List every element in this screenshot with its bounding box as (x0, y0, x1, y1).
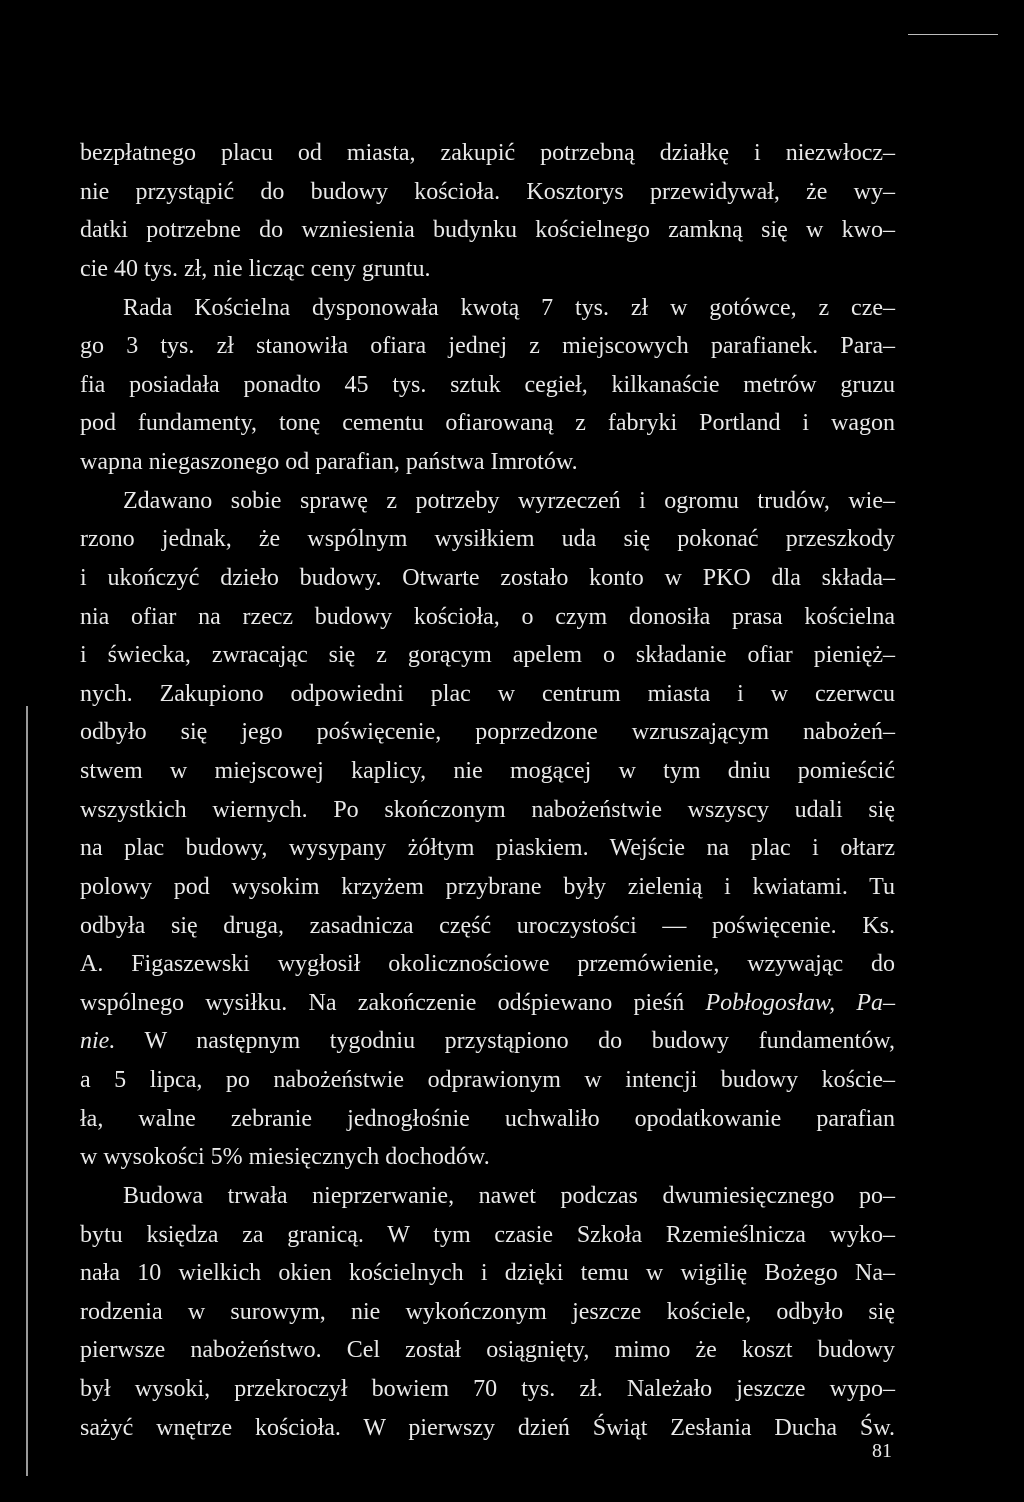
margin-scan-mark (26, 706, 28, 1476)
text-line (80, 1100, 895, 1139)
text-line (80, 713, 895, 752)
text-line (80, 211, 895, 250)
text-line (80, 366, 895, 405)
page-number: 81 (872, 1440, 892, 1462)
text-line (80, 327, 895, 366)
top-rule (908, 34, 998, 35)
line-text: i świecka, zwracając się z gorącym apelem o składanie ofiar pienięż– (80, 642, 895, 669)
text-line (80, 250, 895, 289)
line-text: nych. Zakupiono odpowiedni plac w centrum miasta i w czerwcu (80, 680, 895, 707)
text-line (80, 1177, 895, 1216)
text-line (80, 984, 895, 1023)
text-line (80, 1254, 895, 1293)
line-text: pod fundamenty, tonę cementu ofiarowaną z fabryki Portland i wagon (80, 410, 895, 437)
line-text: Rada Kościelna dysponowała kwotą 7 tys. zł w gotówce, z cze– (123, 294, 895, 321)
text-line (80, 675, 895, 714)
line-text: nia ofiar na rzecz budowy kościoła, o czym donosiła prasa kościelna (80, 603, 895, 630)
text-line (80, 829, 895, 868)
line-text: był wysoki, przekroczył bowiem 70 tys. zł. Należało jeszcze wypo– (80, 1376, 895, 1402)
text-line (80, 1061, 895, 1100)
line-text: cie 40 tys. zł, nie licząc ceny gruntu. (80, 255, 431, 282)
line-text: rodzenia w surowym, nie wykończonym jeszcze kościele, odbyło się (80, 1298, 895, 1325)
line-text: rzono jednak, że wspólnym wysiłkiem uda się pokonać przeszkody (80, 526, 895, 553)
line-text: W następnym tygodniu przystąpiono do budowy fundamentów, (115, 1028, 895, 1055)
text-line (80, 907, 895, 946)
text-line (80, 868, 895, 907)
line-text: stwem w miejscowej kaplicy, nie mogącej w tym dniu pomieścić (80, 758, 895, 784)
italic-text: Pobłogosław, Pa– (705, 989, 895, 1016)
line-text: odbyła się druga, zasadnicza część uroczystości — poświęcenie. Ks. (80, 912, 895, 939)
line-text: wapna niegaszonego od parafian, państwa Imrotów. (80, 449, 578, 475)
text-line (80, 1216, 895, 1255)
line-text: na plac budowy, wysypany żółtym piaskiem. Wejście na plac i ołtarz (80, 835, 895, 862)
line-text: sażyć wnętrze kościoła. W pierwszy dzień Świąt Zesłania Ducha Św. (80, 1414, 895, 1441)
text-line (80, 1138, 895, 1177)
line-text: polowy pod wysokim krzyżem przybrane były zielenią i kwiatami. Tu (80, 873, 895, 900)
line-text: Zdawano sobie sprawę z potrzeby wyrzeczeń i ogromu trudów, wie– (123, 487, 895, 514)
line-text: ła, walne zebranie jednogłośnie uchwaliło opodatkowanie parafian (80, 1105, 895, 1132)
text-line (80, 752, 895, 791)
text-line (80, 791, 895, 830)
line-text: A. Figaszewski wygłosił okolicznościowe przemówienie, wzywając do (80, 951, 895, 978)
text-line (80, 173, 895, 212)
line-text: w wysokości 5% miesięcznych dochodów. (80, 1144, 490, 1171)
body-text (80, 134, 895, 1447)
text-line (80, 443, 895, 482)
text-line (80, 404, 895, 443)
text-line (80, 559, 895, 598)
text-line (80, 1331, 895, 1370)
text-line (80, 636, 895, 675)
line-text: bezpłatnego placu od miasta, zakupić potrzebną działkę i niezwłocz– (80, 140, 895, 166)
text-line (80, 482, 895, 521)
line-text: a 5 lipca, po nabożeństwie odprawionym w intencji budowy koście– (80, 1067, 895, 1093)
text-line (80, 289, 895, 328)
line-text: fia posiadała ponadto 45 tys. sztuk cegieł, kilkanaście metrów gruzu (80, 371, 895, 398)
line-text: go 3 tys. zł stanowiła ofiara jednej z miejscowych parafianek. Para– (80, 333, 895, 360)
line-text: datki potrzebne do wzniesienia budynku kościelnego zamkną się w kwo– (80, 217, 895, 244)
line-text: wspólnego wysiłku. Na zakończenie odśpiewano pieśń (80, 989, 706, 1016)
line-text: bytu księdza za granicą. W tym czasie Szkoła Rzemieślnicza wyko– (80, 1221, 895, 1248)
text-line (80, 945, 895, 984)
line-text: Budowa trwała nieprzerwanie, nawet podczas dwumiesięcznego po– (123, 1182, 895, 1209)
text-line (80, 1409, 895, 1448)
text-line (80, 598, 895, 637)
text-line (80, 134, 895, 173)
line-text: pierwsze nabożeństwo. Cel został osiągnięty, mimo że koszt budowy (80, 1337, 895, 1364)
line-text: nie przystąpić do budowy kościoła. Kosztorys przewidywał, że wy– (80, 178, 895, 205)
italic-text: nie. (80, 1028, 116, 1055)
line-text: i ukończyć dzieło budowy. Otwarte zostało konto w PKO dla składa– (80, 564, 895, 591)
text-line (80, 1370, 895, 1409)
line-text: nała 10 wielkich okien kościelnych i dzięki temu w wigilię Bożego Na– (80, 1260, 895, 1287)
text-line (80, 520, 895, 559)
text-line (80, 1022, 895, 1061)
text-line (80, 1293, 895, 1332)
line-text: odbyło się jego poświęcenie, poprzedzone wzruszającym nabożeń– (80, 719, 895, 746)
line-text: wszystkich wiernych. Po skończonym nabożeństwie wszyscy udali się (80, 796, 895, 823)
